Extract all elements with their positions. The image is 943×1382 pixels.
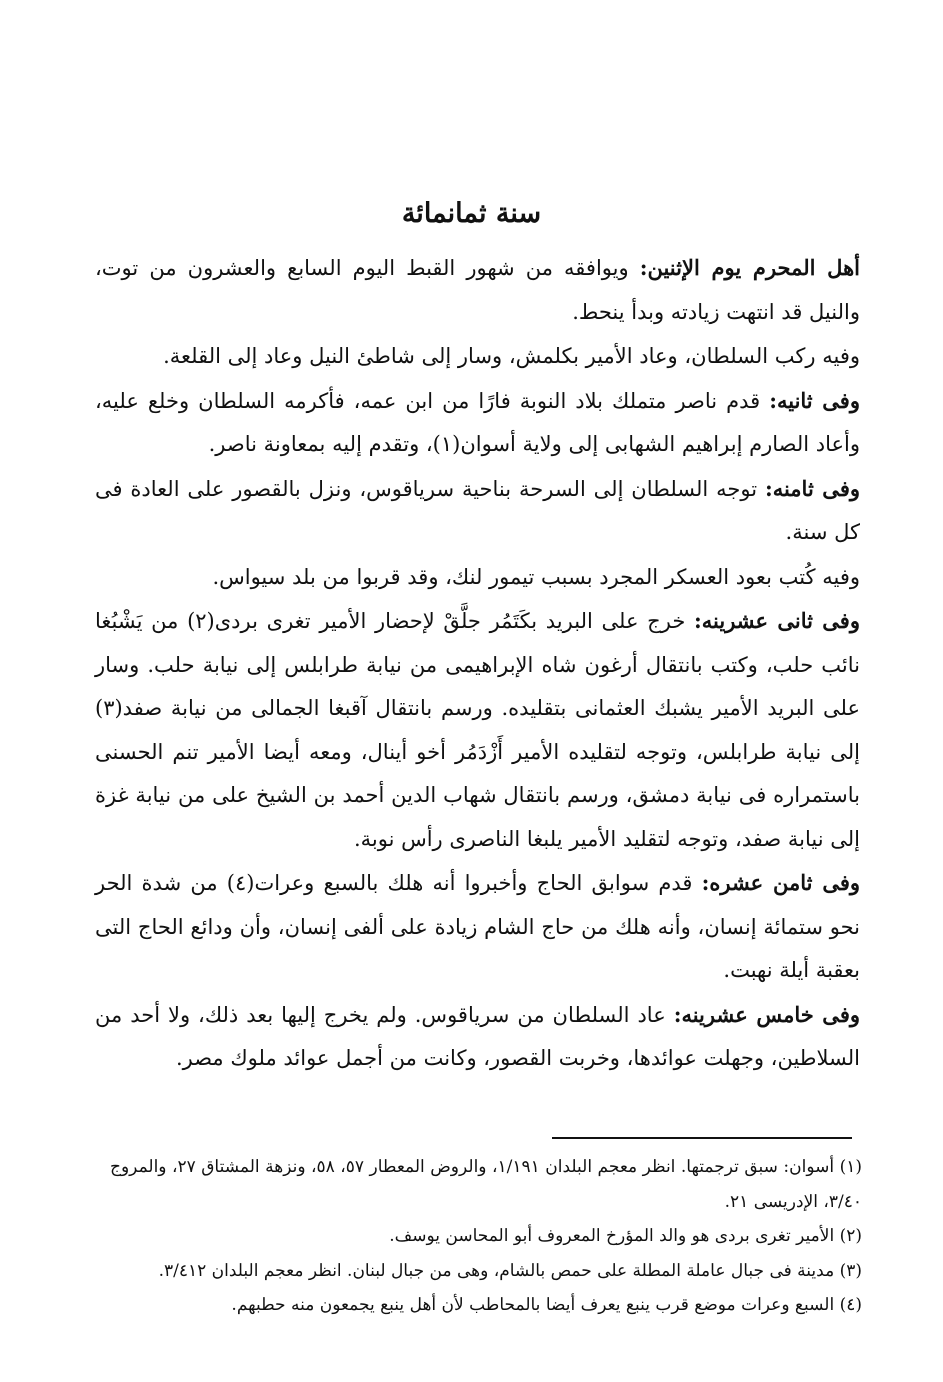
paragraph	[95, 246, 860, 334]
paragraph-text: عاد السلطان من سرياقوس. ولم يخرج إليها بعد ذلك، ولا أحد من السلاطين، وجهلت عوائدها، وخربت القصور، وكانت من أجمل عوائد ملوك مصر.	[95, 1002, 860, 1070]
main-text	[95, 246, 860, 1081]
paragraph-text: توجه السلطان إلى السرحة بناحية سرياقوس، ونزل بالقصور على العادة فى كل سنة.	[95, 476, 860, 544]
paragraph-text: قدم ناصر متملك بلاد النوبة فارًا من ابن عمه، فأكرمه السلطان وخلع عليه، وأعاد الصارم إبراهيم الشهابى إلى ولاية أسوان(١)، وتقدم إليه بمعاونة ناصر.	[95, 388, 860, 456]
footnote: (١) أسوان: سبق ترجمتها. انظر معجم البلدان ١/١٩١، والروض المعطار ٥٧، ٥٨، ونزهة المشتاق ٢٧، والمروج ٣/٤٠، الإدريسى ٢١.	[110, 1157, 862, 1212]
footnote: (٣) مدينة فى جبال عاملة المطلة على حمص بالشام، وهى من جبال لبنان. انظر معجم البلدان ٣/٤١٢.	[158, 1260, 862, 1281]
paragraph	[95, 467, 860, 555]
section-title: سنة ثمانمائة	[401, 198, 542, 229]
paragraph-lead: وفى ثانيه:	[769, 387, 860, 413]
paragraph-text: خرج على البريد بكَتَمُر جلَّقْ لإحضار الأمير تغرى بردى(٢) من يَشْبُغا نائب حلب، وكتب بانتقال أرغون شاه الإبراهيمى من نيابة طرابلس إلى نيابة حلب. وسار على البريد الأمير يشبك العثمانى بتقليده. ورسم بانتقال آقبغا الجمالى من نيابة صفد(٣) إلى نيابة طرابلس، وتوجه لتقليده الأمير أَزْدَمُر أخو أينال، ومعه أيضا الأمير تنم الحسنى باستمراره فى نيابة دمشق، ورسم بانتقال شهاب الدين أحمد بن الشيخ على من نيابة غزة إلى نيابة صفد، وتوجه لتقليد الأمير يلبغا الناصرى رأس نوبة.	[95, 609, 860, 851]
paragraph-text: وفيه كُتب بعود العسكر المجرد بسبب تيمور لنك، وقد قربوا من بلد سيواس.	[212, 564, 860, 589]
paragraph	[95, 599, 860, 861]
paragraph-text: ويوافقه من شهور القبط اليوم السابع والعشرون من توت، والنيل قد انتهت زيادته وبدأ ينحط.	[95, 256, 860, 324]
paragraph-text: وفيه ركب السلطان، وعاد الأمير بكلمش، وسار إلى شاطئ النيل وعاد إلى القلعة.	[163, 344, 860, 368]
paragraph-lead: وفى ثانى عشرينه:	[694, 608, 860, 633]
paragraph-lead: وفى خامس عشرينه:	[673, 1001, 860, 1027]
paragraph	[95, 334, 860, 379]
paragraph-lead: وفى ثامنه:	[764, 475, 860, 501]
footnote: (٢) الأمير تغرى بردى هو والد المؤرخ المعروف أبو المحاسن يوسف.	[389, 1226, 862, 1246]
paragraph-lead: وفى ثامن عشره:	[701, 870, 861, 895]
footnote: (٤) السبع وعرات موضع قرب ينبع يعرف أيضا بالمحاطب لأن أهل ينبع يجمعون منه حطبهم.	[231, 1295, 862, 1315]
paragraph	[95, 379, 860, 467]
paragraph	[95, 993, 860, 1081]
paragraph-lead: أهل المحرم يوم الإثنين:	[639, 255, 860, 280]
paragraph-text: قدم سوابق الحاج وأخبروا أنه هلك بالسبع وعرات(٤) من شدة الحر نحو ستمائة إنسان، وأنه هلك من حاج الشام زيادة على ألفى إنسان، وأن ودائع الحاج التى بعقبة أيلة نهبت.	[95, 871, 860, 982]
paragraph	[95, 861, 860, 993]
footnotes	[110, 1150, 862, 1323]
footnote-divider	[552, 1137, 852, 1139]
paragraph	[95, 555, 860, 600]
